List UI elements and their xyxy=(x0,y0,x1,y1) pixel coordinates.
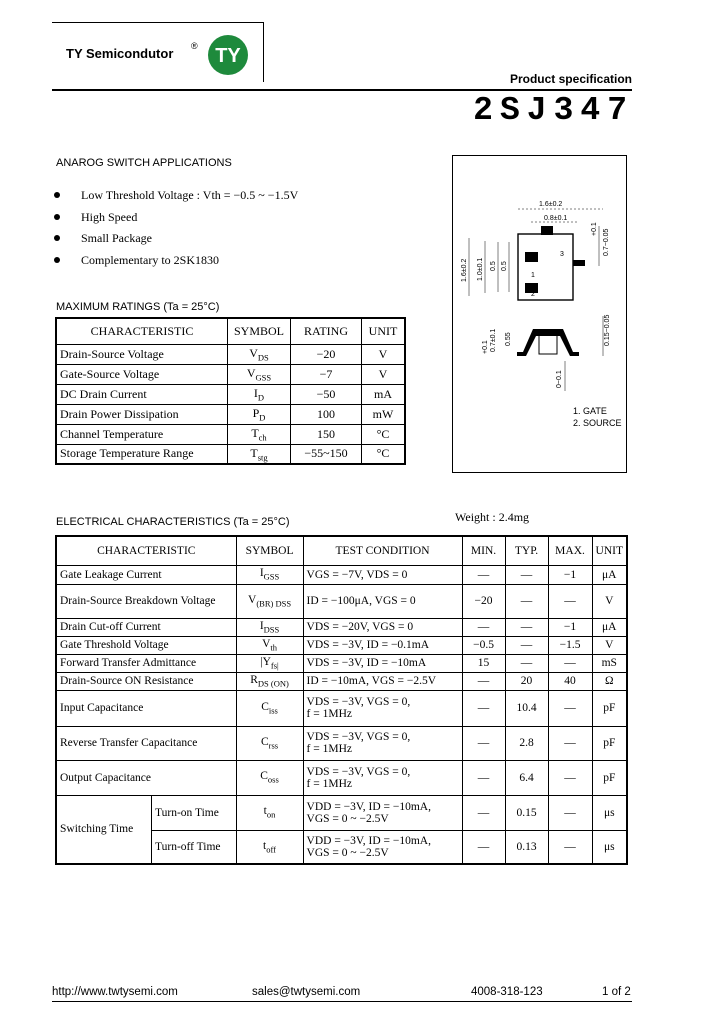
svg-text:+0.1: +0.1 xyxy=(482,340,489,354)
svg-text:0.5: 0.5 xyxy=(490,261,497,271)
table-cell: ID = −100μA, VGS = 0 xyxy=(303,584,462,618)
table-cell: 0.15 xyxy=(505,795,548,830)
electrical-title: ELECTRICAL CHARACTERISTICS (Ta = 25°C) xyxy=(56,516,290,528)
table-cell: Gate Leakage Current xyxy=(56,565,236,584)
lead-3 xyxy=(541,226,553,235)
svg-text:0.7−0.05: 0.7−0.05 xyxy=(603,228,610,256)
table-cell: μs xyxy=(592,795,627,830)
table-row xyxy=(56,424,405,444)
applications-title: ANAROG SWITCH APPLICATIONS xyxy=(56,157,232,169)
table-cell: °C xyxy=(362,424,406,444)
table-row xyxy=(56,584,627,618)
pin-label: 3 xyxy=(560,251,564,258)
table-cell: — xyxy=(548,690,592,726)
svg-text:0.15−0.05: 0.15−0.05 xyxy=(604,314,611,346)
column-header: TEST CONDITION xyxy=(303,536,462,565)
table-cell: — xyxy=(548,795,592,830)
table-cell: VGS = −7V, VDS = 0 xyxy=(303,565,462,584)
max-ratings-table xyxy=(55,317,406,465)
table-cell: $C_{rss}$ xyxy=(236,726,303,760)
svg-text:+0.1: +0.1 xyxy=(591,222,598,236)
table-cell: $I_{GSS}$ xyxy=(236,565,303,584)
column-header: MIN. xyxy=(462,536,505,565)
column-header: CHARACTERISTIC xyxy=(56,318,228,344)
table-cell: — xyxy=(462,760,505,795)
table-cell: — xyxy=(548,760,592,795)
table-row xyxy=(56,384,405,404)
table-cell: Drain Power Dissipation xyxy=(56,404,228,424)
table-cell: $V_{th}$ xyxy=(236,636,303,654)
table-cell: $t_{off}$ xyxy=(236,830,303,864)
table-cell: — xyxy=(505,636,548,654)
column-header: MAX. xyxy=(548,536,592,565)
table-cell: mW xyxy=(362,404,406,424)
feature-item: Low Threshold Voltage : Vth = −0.5 ~ −1.5V xyxy=(52,188,298,210)
table-cell: ID = −10mA, VGS = −2.5V xyxy=(303,672,462,690)
table-cell: −0.5 xyxy=(462,636,505,654)
table-cell: — xyxy=(462,672,505,690)
footer-email[interactable]: sales@twtysemi.com xyxy=(252,986,361,998)
package-outline-box xyxy=(452,155,627,473)
table-cell: °C xyxy=(362,444,406,464)
table-cell: Output Capacitance xyxy=(56,760,236,795)
table-cell: Ω xyxy=(592,672,627,690)
table-cell: $C_{oss}$ xyxy=(236,760,303,795)
part-number: 2SJ347 xyxy=(473,92,634,129)
table-cell: $T_{ch}$ xyxy=(228,424,291,444)
table-cell: — xyxy=(462,565,505,584)
footer-rule xyxy=(52,1001,632,1002)
table-cell: μA xyxy=(592,565,627,584)
table-cell: mS xyxy=(592,654,627,672)
table-cell: $I_D$ xyxy=(228,384,291,404)
table-cell: 40 xyxy=(548,672,592,690)
svg-text:1.6±0.2: 1.6±0.2 xyxy=(461,258,468,282)
table-cell: V xyxy=(362,344,406,364)
table-row xyxy=(56,444,405,464)
table-cell: VDS = −3V, VGS = 0, f = 1MHz xyxy=(303,760,462,795)
table-cell: — xyxy=(505,618,548,636)
table-cell: Channel Temperature xyxy=(56,424,228,444)
table-cell: 10.4 xyxy=(505,690,548,726)
table-cell: mA xyxy=(362,384,406,404)
table-cell: −55~150 xyxy=(291,444,362,464)
table-cell: Reverse Transfer Capacitance xyxy=(56,726,236,760)
table-cell: Drain-Source Voltage xyxy=(56,344,228,364)
weight-label: Weight : 2.4mg xyxy=(455,510,530,524)
electrical-table xyxy=(55,535,628,865)
table-row xyxy=(56,795,627,830)
table-cell: −50 xyxy=(291,384,362,404)
table-cell: μA xyxy=(592,618,627,636)
table-cell: $P_D$ xyxy=(228,404,291,424)
table-row xyxy=(56,364,405,384)
table-cell: — xyxy=(505,584,548,618)
table-cell: 150 xyxy=(291,424,362,444)
table-cell: — xyxy=(462,690,505,726)
pin-legend: 2. SOURCE xyxy=(573,418,622,428)
table-cell: 6.4 xyxy=(505,760,548,795)
package-body-side xyxy=(517,329,579,356)
table-cell: −1 xyxy=(548,618,592,636)
pin-legend: 1. GATE xyxy=(573,406,607,416)
table-header-row xyxy=(56,536,627,565)
table-cell: 0.13 xyxy=(505,830,548,864)
footer-url[interactable]: http://www.twtysemi.com xyxy=(52,986,178,998)
table-cell: Storage Temperature Range xyxy=(56,444,228,464)
table-cell: pF xyxy=(592,726,627,760)
pin-label: 2 xyxy=(531,291,535,298)
table-cell: Drain-Source Breakdown Voltage xyxy=(56,584,236,618)
svg-text:0.8±0.1: 0.8±0.1 xyxy=(544,215,568,222)
table-cell: −1.5 xyxy=(548,636,592,654)
package-drawing xyxy=(453,156,626,472)
table-cell: VDD = −3V, ID = −10mA, VGS = 0 ~ −2.5V xyxy=(303,830,462,864)
bullet-icon xyxy=(54,235,60,241)
bullet-icon xyxy=(54,257,60,263)
table-cell: 2.8 xyxy=(505,726,548,760)
table-cell: $t_{on}$ xyxy=(236,795,303,830)
table-cell: — xyxy=(548,654,592,672)
table-cell: — xyxy=(548,726,592,760)
table-cell: $R_{DS (ON)}$ xyxy=(236,672,303,690)
column-header: UNIT xyxy=(592,536,627,565)
column-header: TYP. xyxy=(505,536,548,565)
table-row xyxy=(56,726,627,760)
table-cell: V xyxy=(362,364,406,384)
table-row xyxy=(56,565,627,584)
table-cell: pF xyxy=(592,760,627,795)
table-cell: — xyxy=(462,795,505,830)
table-cell: $|Y_{fs|}$ xyxy=(236,654,303,672)
svg-text:1.0±0.1: 1.0±0.1 xyxy=(477,257,484,281)
table-cell: V xyxy=(592,636,627,654)
registered-mark: ® xyxy=(191,41,198,51)
feature-list xyxy=(52,186,298,274)
table-cell: Drain Cut-off Current xyxy=(56,618,236,636)
table-cell: Gate Threshold Voltage xyxy=(56,636,236,654)
column-header: SYMBOL xyxy=(228,318,291,344)
table-cell: $V_{(BR) DSS}$ xyxy=(236,584,303,618)
max-ratings-title: MAXIMUM RATINGS (Ta = 25°C) xyxy=(56,301,220,313)
table-row xyxy=(56,760,627,795)
table-row xyxy=(56,636,627,654)
bullet-icon xyxy=(54,192,60,198)
column-header: SYMBOL xyxy=(236,536,303,565)
table-cell: DC Drain Current xyxy=(56,384,228,404)
table-cell: — xyxy=(462,830,505,864)
feature-item: Small Package xyxy=(52,231,298,253)
table-cell: VDS = −20V, VGS = 0 xyxy=(303,618,462,636)
table-cell: — xyxy=(505,654,548,672)
svg-text:0.7±0.1: 0.7±0.1 xyxy=(490,328,497,352)
table-cell: 15 xyxy=(462,654,505,672)
table-cell: VDS = −3V, VGS = 0, f = 1MHz xyxy=(303,726,462,760)
column-header: CHARACTERISTIC xyxy=(56,536,236,565)
table-cell: pF xyxy=(592,690,627,726)
pin-label: 1 xyxy=(531,272,535,279)
table-cell: −20 xyxy=(291,344,362,364)
svg-text:1.6±0.2: 1.6±0.2 xyxy=(539,201,563,208)
svg-text:0.5: 0.5 xyxy=(501,261,508,271)
svg-text:0.55: 0.55 xyxy=(505,332,512,346)
switching-time-label: Switching Time xyxy=(56,795,152,864)
table-cell: Input Capacitance xyxy=(56,690,236,726)
column-header: RATING xyxy=(291,318,362,344)
table-row xyxy=(56,672,627,690)
table-row xyxy=(56,404,405,424)
company-logo xyxy=(207,34,249,76)
table-cell: VDS = −3V, ID = −10mA xyxy=(303,654,462,672)
table-cell: 100 xyxy=(291,404,362,424)
feature-item: High Speed xyxy=(52,210,298,232)
table-cell: — xyxy=(462,726,505,760)
table-cell: −7 xyxy=(291,364,362,384)
table-row xyxy=(56,690,627,726)
table-header-row xyxy=(56,318,405,344)
table-cell: VDD = −3V, ID = −10mA, VGS = 0 ~ −2.5V xyxy=(303,795,462,830)
table-cell: — xyxy=(462,618,505,636)
table-cell: V xyxy=(592,584,627,618)
table-cell: — xyxy=(505,565,548,584)
footer-phone: 4008-318-123 xyxy=(471,986,543,998)
table-cell: 20 xyxy=(505,672,548,690)
table-cell: — xyxy=(548,584,592,618)
table-cell: VDS = −3V, VGS = 0, f = 1MHz xyxy=(303,690,462,726)
company-name: TY Semicondutor xyxy=(66,46,174,61)
table-cell: $V_{GSS}$ xyxy=(228,364,291,384)
table-cell: $I_{DSS}$ xyxy=(236,618,303,636)
logo-letters: TY xyxy=(215,45,241,67)
lead-1 xyxy=(525,252,538,262)
feature-item: Complementary to 2SK1830 xyxy=(52,253,298,275)
table-row xyxy=(56,344,405,364)
table-cell: −1 xyxy=(548,565,592,584)
table-cell: $C_{iss}$ xyxy=(236,690,303,726)
table-cell: — xyxy=(548,830,592,864)
table-cell: Drain-Source ON Resistance xyxy=(56,672,236,690)
table-cell: Turn-on Time xyxy=(152,795,237,830)
table-cell: Forward Transfer Admittance xyxy=(56,654,236,672)
table-cell: −20 xyxy=(462,584,505,618)
table-cell: $V_{DS}$ xyxy=(228,344,291,364)
table-cell: μs xyxy=(592,830,627,864)
doc-type: Product specification xyxy=(509,72,632,86)
table-cell: VDS = −3V, ID = −0.1mA xyxy=(303,636,462,654)
bullet-icon xyxy=(54,214,60,220)
table-row xyxy=(56,654,627,672)
table-cell: Gate-Source Voltage xyxy=(56,364,228,384)
table-row xyxy=(56,618,627,636)
page-number: 1 of 2 xyxy=(602,986,631,998)
table-cell: Turn-off Time xyxy=(152,830,237,864)
svg-text:0~0.1: 0~0.1 xyxy=(556,370,563,388)
header-rule xyxy=(52,89,632,91)
table-cell: $T_{stg}$ xyxy=(228,444,291,464)
column-header: UNIT xyxy=(362,318,406,344)
